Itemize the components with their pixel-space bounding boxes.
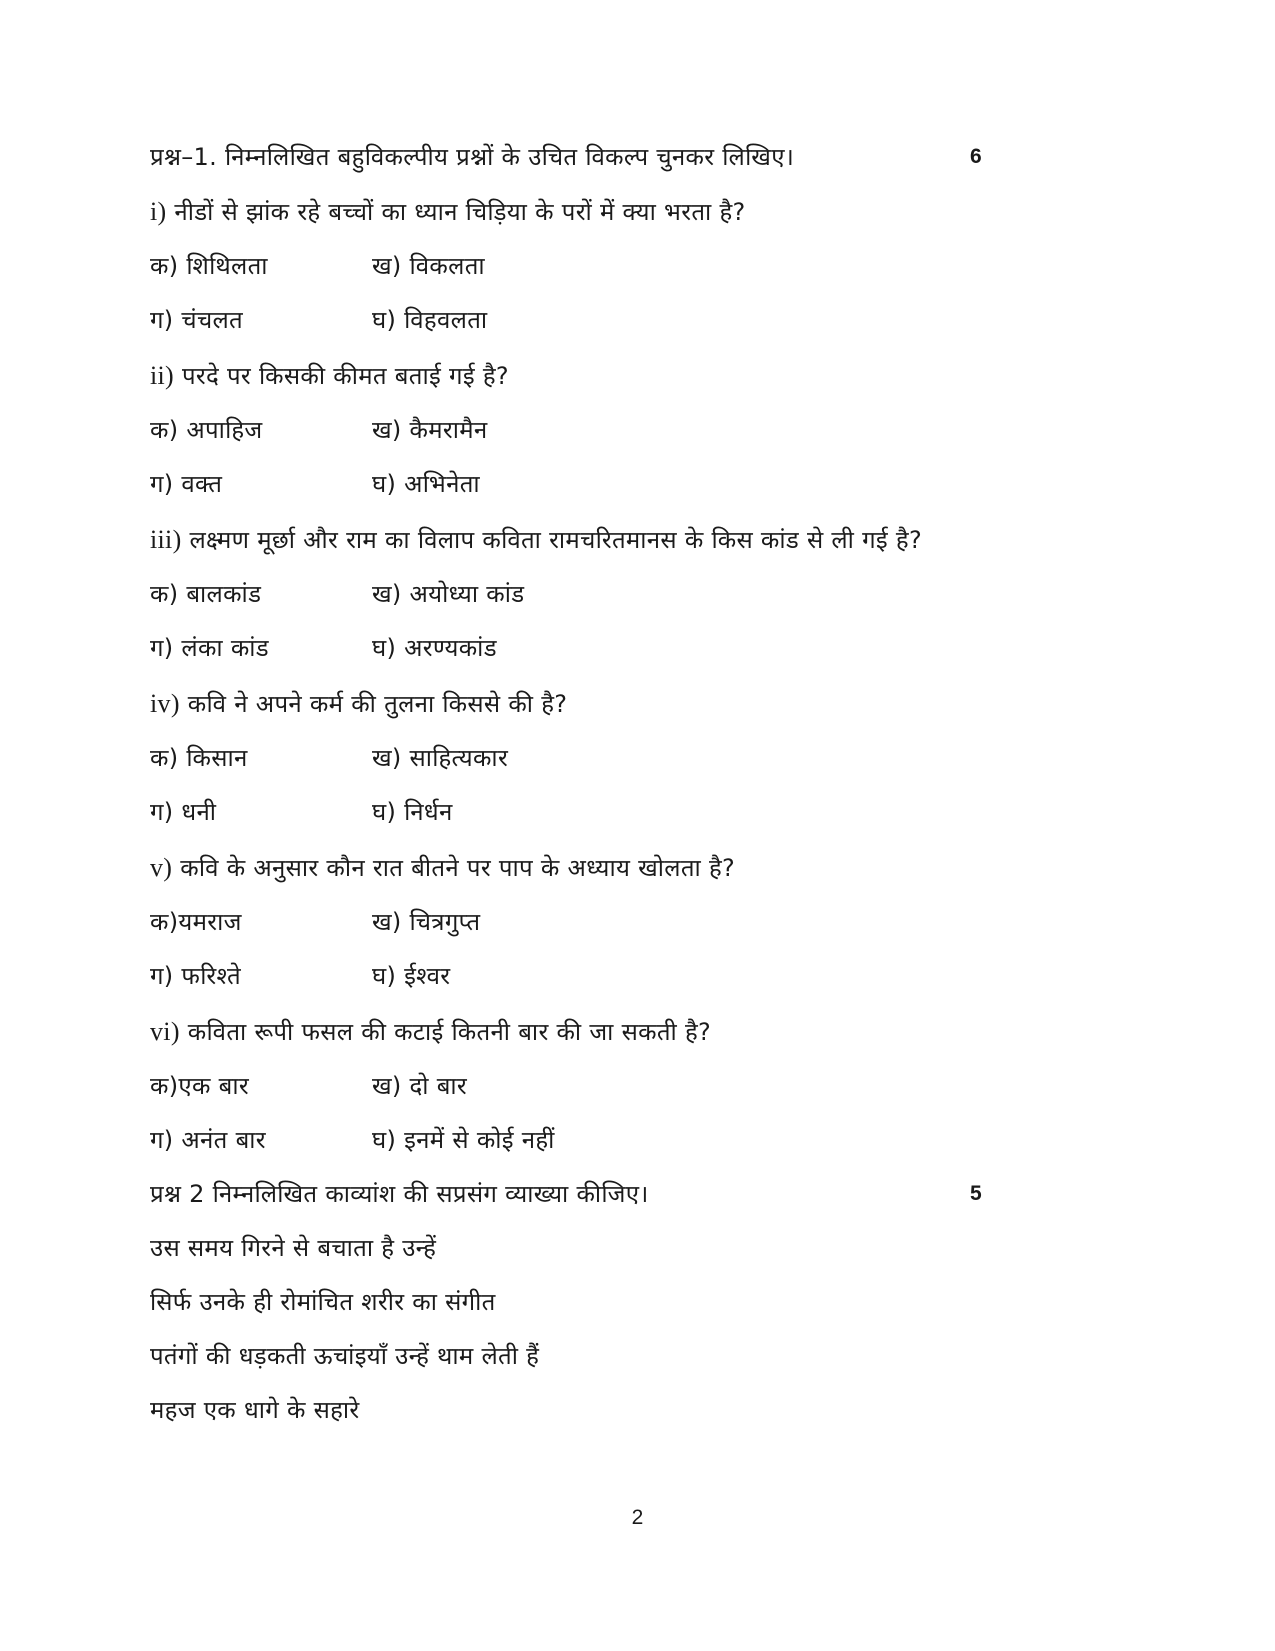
option: घ) अरण्यकांड [372, 634, 497, 662]
page-number: 2 [631, 1506, 644, 1529]
question-number: ii) [150, 361, 175, 390]
question-number: i) [150, 197, 167, 226]
question-number: vi) [150, 1017, 180, 1046]
option: ग) वक्त [150, 470, 223, 498]
option: ख) विकलता [372, 252, 485, 280]
option: क)यमराज [150, 908, 242, 936]
question-v [150, 852, 735, 884]
option: क) शिथिलता [150, 252, 268, 280]
option: ख) कैमरामैन [372, 416, 488, 444]
option: घ) इनमें से कोई नहीं [372, 1126, 555, 1154]
question-i [150, 196, 746, 228]
question-text: लक्ष्मण मूर्छा और राम का विलाप कविता रामचरितमानस के किस कांड से ली गई है? [189, 526, 923, 554]
question-iii [150, 524, 922, 556]
option: घ) विहवलता [372, 306, 488, 334]
question-text: परदे पर किसकी कीमत बताई गई है? [181, 362, 509, 390]
option: ख) दो बार [372, 1072, 468, 1100]
q2-heading: प्रश्न 2 निम्नलिखित काव्यांश की सप्रसंग व्याख्या कीजिए। [150, 1180, 649, 1208]
q2-marks: 5 [970, 1182, 982, 1205]
poem-line: महज एक धागे के सहारे [150, 1396, 360, 1424]
poem-line: पतंगों की धड़कती ऊचांइयाँ उन्हें थाम लेती हैं [150, 1342, 540, 1370]
question-ii [150, 360, 509, 392]
option: ग) फरिश्ते [150, 962, 242, 990]
question-text: कविता रूपी फसल की कटाई कितनी बार की जा सकती है? [187, 1018, 712, 1046]
question-iv [150, 688, 567, 720]
q1-marks: 6 [970, 145, 982, 168]
question-number: iii) [150, 525, 182, 554]
poem-line: उस समय गिरने से बचाता है उन्हें [150, 1234, 437, 1262]
question-number: iv) [150, 689, 180, 718]
question-vi [150, 1016, 711, 1048]
option: क) किसान [150, 744, 248, 772]
option: ख) साहित्यकार [372, 744, 509, 772]
option: क) अपाहिज [150, 416, 263, 444]
question-text: कवि ने अपने कर्म की तुलना किससे की है? [187, 690, 568, 718]
option: क) बालकांड [150, 580, 262, 608]
option: घ) ईश्वर [372, 962, 451, 990]
question-number: v) [150, 853, 173, 882]
option: ख) चित्रगुप्त [372, 908, 481, 936]
option: ग) धनी [150, 798, 217, 826]
option: क)एक बार [150, 1072, 249, 1100]
question-text: नीडों से झांक रहे बच्चों का ध्यान चिड़िया के परों में क्या भरता है? [174, 198, 746, 226]
option: ग) लंका कांड [150, 634, 269, 662]
poem-line: सिर्फ उनके ही रोमांचित शरीर का संगीत [150, 1288, 496, 1316]
option: ग) अनंत बार [150, 1126, 266, 1154]
option: घ) निर्धन [372, 798, 453, 826]
q1-heading: प्रश्न–1. निम्नलिखित बहुविकल्पीय प्रश्नों के उचित विकल्प चुनकर लिखिए। [150, 143, 795, 171]
option: घ) अभिनेता [372, 470, 480, 498]
option: ख) अयोध्या कांड [372, 580, 525, 608]
question-text: कवि के अनुसार कौन रात बीतने पर पाप के अध्याय खोलता है? [180, 854, 736, 882]
option: ग) चंचलत [150, 306, 244, 334]
